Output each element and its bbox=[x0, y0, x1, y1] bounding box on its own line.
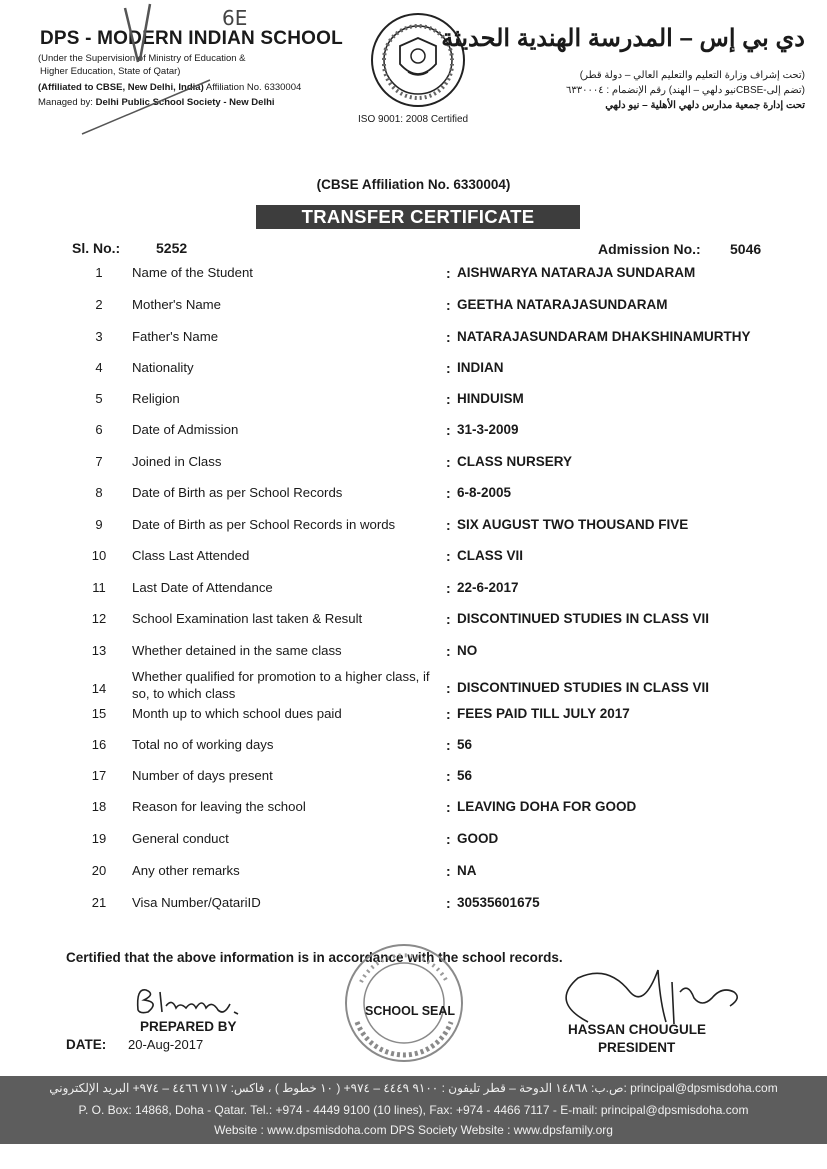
handwritten-mark: 6E bbox=[222, 6, 248, 30]
field-row bbox=[0, 668, 827, 701]
field-label: Visa Number/QatariID bbox=[132, 895, 261, 910]
field-number: 19 bbox=[91, 831, 107, 846]
field-row bbox=[0, 830, 827, 858]
managed-by-label: Managed by: bbox=[38, 97, 93, 108]
managed-by-value: Delhi Public School Society - New Delhi bbox=[95, 97, 275, 108]
affiliation-number: Affiliation No. 6330004 bbox=[205, 82, 302, 93]
field-value: 6-8-2005 bbox=[457, 485, 512, 500]
field-label: Date of Birth as per School Records in words bbox=[132, 517, 396, 532]
field-number: 5 bbox=[95, 391, 103, 406]
field-colon: : bbox=[446, 580, 451, 596]
field-value: DISCONTINUED STUDIES IN CLASS VII bbox=[457, 680, 710, 695]
field-number: 8 bbox=[95, 485, 103, 500]
school-name-english: DPS - MODERN INDIAN SCHOOL bbox=[40, 28, 343, 49]
president-name: HASSAN CHOUGULE bbox=[568, 1022, 707, 1037]
field-colon: : bbox=[446, 454, 451, 470]
field-label: Total no of working days bbox=[132, 737, 274, 752]
field-label: Mother's Name bbox=[132, 297, 221, 312]
field-value: GOOD bbox=[457, 831, 499, 846]
field-colon: : bbox=[446, 360, 451, 376]
field-colon: : bbox=[446, 517, 451, 533]
field-value: INDIAN bbox=[457, 360, 504, 375]
field-label: Nationality bbox=[132, 360, 194, 375]
field-label: Number of days present bbox=[132, 768, 273, 783]
field-value: LEAVING DOHA FOR GOOD bbox=[457, 799, 637, 814]
date-value: 20-Aug-2017 bbox=[128, 1037, 204, 1052]
arabic-line-2: (تضم إلى-CBSEنيو دلهي – الهند) رقم الإنضمام : ٦٣٣٠٠٠٤ bbox=[565, 85, 805, 96]
field-value: CLASS NURSERY bbox=[457, 454, 573, 469]
field-number: 20 bbox=[91, 863, 107, 878]
field-colon: : bbox=[446, 643, 451, 659]
field-row bbox=[0, 421, 827, 449]
field-row bbox=[0, 484, 827, 512]
field-number: 3 bbox=[95, 329, 103, 344]
field-colon: : bbox=[446, 895, 451, 911]
arabic-line-3: تحت إدارة جمعية مدارس دلهي الأهلية – نيو دلهي bbox=[605, 100, 805, 111]
field-number: 17 bbox=[91, 768, 107, 783]
field-colon: : bbox=[446, 422, 451, 438]
field-value: 56 bbox=[457, 737, 473, 752]
field-value: FEES PAID TILL JULY 2017 bbox=[457, 706, 630, 721]
sl-no-label: Sl. No.: bbox=[72, 240, 121, 256]
field-colon: : bbox=[446, 548, 451, 564]
field-row bbox=[0, 894, 827, 922]
field-colon: : bbox=[446, 768, 451, 784]
president-title: PRESIDENT bbox=[598, 1040, 676, 1055]
field-colon: : bbox=[446, 737, 451, 753]
footer-contact-band bbox=[0, 1076, 827, 1144]
field-colon: : bbox=[446, 831, 451, 847]
field-row bbox=[0, 705, 827, 733]
field-row bbox=[0, 296, 827, 324]
field-colon: : bbox=[446, 297, 451, 313]
field-number: 15 bbox=[91, 706, 107, 721]
certification-statement: Certified that the above information is in accordance with the school records. bbox=[66, 950, 563, 965]
field-label: Date of Birth as per School Records bbox=[132, 485, 343, 500]
supervision-line-2: Higher Education, State of Qatar) bbox=[40, 66, 181, 77]
field-label: Date of Admission bbox=[132, 422, 239, 437]
field-value: SIX AUGUST TWO THOUSAND FIVE bbox=[457, 517, 689, 532]
field-colon: : bbox=[446, 391, 451, 407]
field-number: 4 bbox=[95, 360, 103, 375]
sl-no-value: 5252 bbox=[156, 240, 188, 256]
iso-certification: ISO 9001: 2008 Certified bbox=[358, 114, 469, 125]
field-label: Class Last Attended bbox=[132, 548, 250, 563]
field-value: 30535601675 bbox=[457, 895, 540, 910]
field-label: Whether qualified for promotion to a higher class, if so, to which class bbox=[132, 669, 430, 701]
supervision-line-1: (Under the Supervision of Ministry of Education & bbox=[38, 53, 246, 64]
field-value: AISHWARYA NATARAJA SUNDARAM bbox=[457, 265, 696, 280]
field-label: General conduct bbox=[132, 831, 229, 846]
field-number: 11 bbox=[92, 580, 106, 595]
field-row bbox=[0, 736, 827, 764]
field-row bbox=[0, 264, 827, 292]
field-label: Any other remarks bbox=[132, 863, 240, 878]
field-colon: : bbox=[446, 863, 451, 879]
arabic-line-1: (تحت إشراف وزارة التعليم والتعليم العالي – دولة قطر) bbox=[579, 70, 805, 81]
field-label: Month up to which school dues paid bbox=[132, 706, 342, 721]
field-row bbox=[0, 359, 827, 387]
field-row bbox=[0, 328, 827, 356]
field-row bbox=[0, 642, 827, 670]
school-name-arabic: دي بي إس – المدرسة الهندية الحديثة bbox=[441, 25, 805, 52]
field-value: DISCONTINUED STUDIES IN CLASS VII bbox=[457, 611, 710, 626]
field-colon: : bbox=[446, 680, 451, 696]
field-number: 21 bbox=[91, 895, 107, 910]
field-number: 14 bbox=[91, 681, 107, 696]
field-colon: : bbox=[446, 799, 451, 815]
field-number: 1 bbox=[95, 265, 103, 280]
field-label: School Examination last taken & Result bbox=[132, 611, 363, 626]
field-number: 18 bbox=[91, 799, 107, 814]
field-number: 16 bbox=[91, 737, 107, 752]
field-number: 12 bbox=[91, 611, 107, 626]
footer-contact: P. O. Box: 14868, Doha - Qatar. Tel.: +974 - 4449 9100 (10 lines), Fax: +974 - 4466 7117 - E-mail: principal@dpsmisdoha.com bbox=[78, 1103, 749, 1117]
field-number: 6 bbox=[95, 422, 103, 437]
field-row bbox=[0, 453, 827, 481]
field-row bbox=[0, 579, 827, 607]
certificate-title: TRANSFER CERTIFICATE bbox=[256, 205, 580, 229]
field-label: Reason for leaving the school bbox=[132, 799, 306, 814]
field-row bbox=[0, 798, 827, 826]
field-label: Joined in Class bbox=[132, 454, 222, 469]
affiliation-prefix: (Affiliated to CBSE, New Delhi, India) bbox=[38, 82, 204, 93]
school-seal-label: SCHOOL SEAL bbox=[365, 1004, 456, 1018]
field-row bbox=[0, 610, 827, 638]
footer-arabic-contact: principal@dpsmisdoha.com :ص.ب: ١٤٨٦٨ الدوحة – قطر تليفون : ٩١٠٠ ٤٤٤٩ – ٩٧٤+ ( ١٠ خطوط ) ، فاكس: ٧١١٧ ٤٤٦٦ – ٩٧٤+ البريد الإلكتروني bbox=[49, 1081, 778, 1095]
field-row bbox=[0, 516, 827, 544]
field-label: Religion bbox=[132, 391, 180, 406]
field-number: 9 bbox=[95, 517, 103, 532]
admission-no-value: 5046 bbox=[730, 241, 762, 257]
field-value: CLASS VII bbox=[457, 548, 524, 563]
date-label: DATE: bbox=[66, 1037, 107, 1052]
field-number: 2 bbox=[95, 297, 103, 312]
cbse-affiliation: (CBSE Affiliation No. 6330004) bbox=[316, 177, 511, 192]
field-colon: : bbox=[446, 265, 451, 281]
field-row bbox=[0, 767, 827, 795]
field-colon: : bbox=[446, 485, 451, 501]
admission-no-label: Admission No.: bbox=[598, 241, 701, 257]
field-value: NA bbox=[457, 863, 477, 878]
prepared-by-label: PREPARED BY bbox=[140, 1019, 237, 1034]
footer-websites: Website : www.dpsmisdoha.com DPS Society Website : www.dpsfamily.org bbox=[214, 1123, 613, 1137]
field-value: 31-3-2009 bbox=[457, 422, 519, 437]
field-label: Name of the Student bbox=[132, 265, 253, 280]
field-colon: : bbox=[446, 329, 451, 345]
field-label: Whether detained in the same class bbox=[132, 643, 342, 658]
field-value: NO bbox=[457, 643, 478, 658]
field-number: 7 bbox=[95, 454, 103, 469]
field-value: NATARAJASUNDARAM DHAKSHINAMURTHY bbox=[457, 329, 751, 344]
field-value: HINDUISM bbox=[457, 391, 524, 406]
field-colon: : bbox=[446, 706, 451, 722]
school-seal bbox=[343, 942, 465, 1064]
field-value: 56 bbox=[457, 768, 473, 783]
preparer-signature bbox=[130, 980, 260, 1020]
field-row bbox=[0, 547, 827, 575]
field-value: GEETHA NATARAJASUNDARAM bbox=[457, 297, 668, 312]
field-row bbox=[0, 390, 827, 418]
field-row bbox=[0, 862, 827, 890]
field-label: Father's Name bbox=[132, 329, 219, 344]
field-number: 10 bbox=[91, 548, 107, 563]
field-label: Last Date of Attendance bbox=[132, 580, 273, 595]
field-value: 22-6-2017 bbox=[457, 580, 519, 595]
field-colon: : bbox=[446, 611, 451, 627]
field-number: 13 bbox=[91, 643, 107, 658]
handwritten-scribble bbox=[80, 0, 230, 140]
